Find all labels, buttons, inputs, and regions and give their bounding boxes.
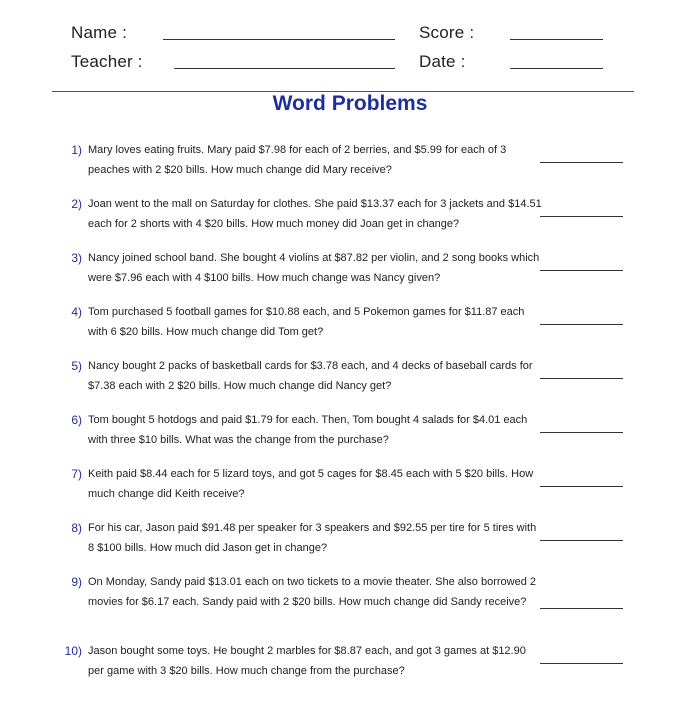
question-number: 3) bbox=[71, 251, 82, 265]
answer-line[interactable] bbox=[540, 270, 623, 271]
question-text: On Monday, Sandy paid $13.01 each on two tickets to a movie theater. She also borrowed 2 movies for $6.17 each. Sandy paid with 2 $20 bills. How much change did Sandy receive? bbox=[88, 576, 537, 608]
answer-line[interactable] bbox=[540, 663, 623, 664]
name-field[interactable] bbox=[163, 39, 395, 40]
answer-line[interactable] bbox=[540, 378, 623, 379]
date-field[interactable] bbox=[510, 68, 603, 69]
answer-line[interactable] bbox=[540, 486, 623, 487]
question-text: Jason bought some toys. He bought 2 marbles for $8.87 each, and got 3 games at $12.90 per game with 3 $20 bills. How much change from the purchase? bbox=[88, 645, 526, 677]
teacher-label: Teacher : bbox=[71, 52, 143, 71]
question-text: For his car, Jason paid $91.48 per speaker for 3 speakers and $92.55 per tire for 5 tires with 8 $100 bills. How much did Jason get in change? bbox=[88, 522, 537, 554]
answer-line[interactable] bbox=[540, 216, 623, 217]
question-number: 2) bbox=[71, 197, 82, 211]
question-text: Nancy joined school band. She bought 4 violins at $87.82 per violin, and 2 song books which were $7.96 each with 4 $100 bills. How much change was Nancy given? bbox=[88, 252, 540, 284]
teacher-field[interactable] bbox=[174, 68, 395, 69]
question-number: 8) bbox=[71, 521, 82, 535]
page-title: Word Problems bbox=[272, 92, 428, 115]
answer-line[interactable] bbox=[540, 432, 623, 433]
question-text: Keith paid $8.44 each for 5 lizard toys, and got 5 cages for $8.45 each with 5 $20 bills. How much change did Keith receive? bbox=[88, 468, 534, 500]
answer-line[interactable] bbox=[540, 324, 623, 325]
question-number: 4) bbox=[71, 305, 82, 319]
question-text: Mary loves eating fruits. Mary paid $7.98 for each of 2 berries, and $5.99 for each of 3 peaches with 2 $20 bills. How much change did Mary receive? bbox=[88, 144, 507, 176]
answer-line[interactable] bbox=[540, 162, 623, 163]
question-number: 7) bbox=[71, 467, 82, 481]
question-text: Tom purchased 5 football games for $10.88 each, and 5 Pokemon games for $11.87 each with 6 $20 bills. How much change did Tom get? bbox=[88, 306, 525, 338]
question-number: 1) bbox=[71, 143, 82, 157]
question-number: 5) bbox=[71, 359, 82, 373]
score-label: Score : bbox=[419, 23, 475, 42]
question-number: 9) bbox=[71, 575, 82, 589]
question-number: 6) bbox=[71, 413, 82, 427]
question-number: 10) bbox=[64, 644, 82, 658]
date-label: Date : bbox=[419, 52, 466, 71]
answer-line[interactable] bbox=[540, 540, 623, 541]
name-label: Name : bbox=[71, 23, 127, 42]
question-text: Joan went to the mall on Saturday for clothes. She paid $13.37 each for 3 jackets and $14.51 each for 2 shorts with 4 $20 bills. How much money did Joan get in change? bbox=[88, 198, 542, 230]
question-text: Tom bought 5 hotdogs and paid $1.79 for each. Then, Tom bought 4 salads for $4.01 each with three $10 bills. What was the change from the purchase? bbox=[88, 414, 528, 446]
answer-line[interactable] bbox=[540, 608, 623, 609]
score-field[interactable] bbox=[510, 39, 603, 40]
question-text: Nancy bought 2 packs of basketball cards for $3.78 each, and 4 decks of baseball cards for $7.38 each with 2 $20 bills. How much change did Nancy get? bbox=[88, 360, 533, 392]
